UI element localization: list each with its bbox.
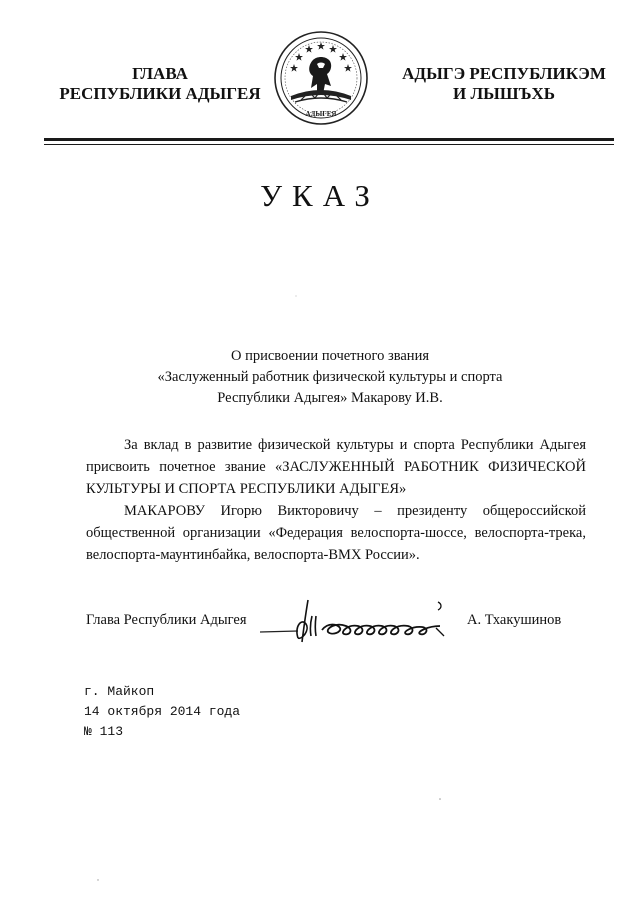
header-left bbox=[40, 64, 280, 104]
header-right bbox=[388, 64, 620, 104]
header-rule-thin bbox=[44, 144, 614, 145]
emblem-motto: АДЫГЕЯ bbox=[305, 110, 337, 118]
body-paragraph-1: За вклад в развитие физической культуры и спорта Республики Адыгея присвоить почетное звание «ЗАСЛУЖЕННЫЙ РАБОТНИК ФИЗИЧЕСКОЙ КУЛЬТУРЫ И СПОРТА РЕСПУБЛИКИ АДЫГЕЯ» bbox=[86, 437, 586, 497]
city: г. Майкоп bbox=[84, 684, 155, 699]
place-date-number bbox=[84, 682, 240, 742]
body-paragraph-2: МАКАРОВУ Игорю Викторовичу – президенту общероссийской общественной организации «Федерация велоспорта-шоссе, велоспорта-трека, велоспорта-маунтинбайка, велоспорта-ВМХ России». bbox=[86, 503, 586, 563]
signatory-role: Глава Республики Адыгея bbox=[86, 612, 247, 628]
header-left-line1: ГЛАВА bbox=[132, 64, 188, 83]
header-left-line2: РЕСПУБЛИКИ АДЫГЕЯ bbox=[59, 84, 261, 103]
decree-number: № 113 bbox=[84, 724, 124, 739]
document-title: УКАЗ bbox=[260, 178, 380, 213]
coat-of-arms-icon bbox=[273, 30, 369, 126]
header-right-line2: И ЛЫШЪХЬ bbox=[452, 84, 556, 103]
decree-body bbox=[86, 434, 586, 566]
subject-line1: О присвоении почетного звания bbox=[231, 348, 429, 364]
signatory-name: А. Тхакушинов bbox=[467, 612, 562, 628]
decree-subject bbox=[100, 346, 560, 409]
header-rule-thick bbox=[44, 138, 614, 141]
handwritten-signature bbox=[258, 596, 468, 646]
decree-date: 14 октября 2014 года bbox=[84, 704, 241, 719]
subject-line2: «Заслуженный работник физической культуры и спорта bbox=[157, 369, 503, 385]
header-right-line1: АДЫГЭ РЕСПУБЛИКЭМ bbox=[402, 64, 606, 83]
subject-line3: Республики Адыгея» Макарову И.В. bbox=[217, 390, 443, 406]
